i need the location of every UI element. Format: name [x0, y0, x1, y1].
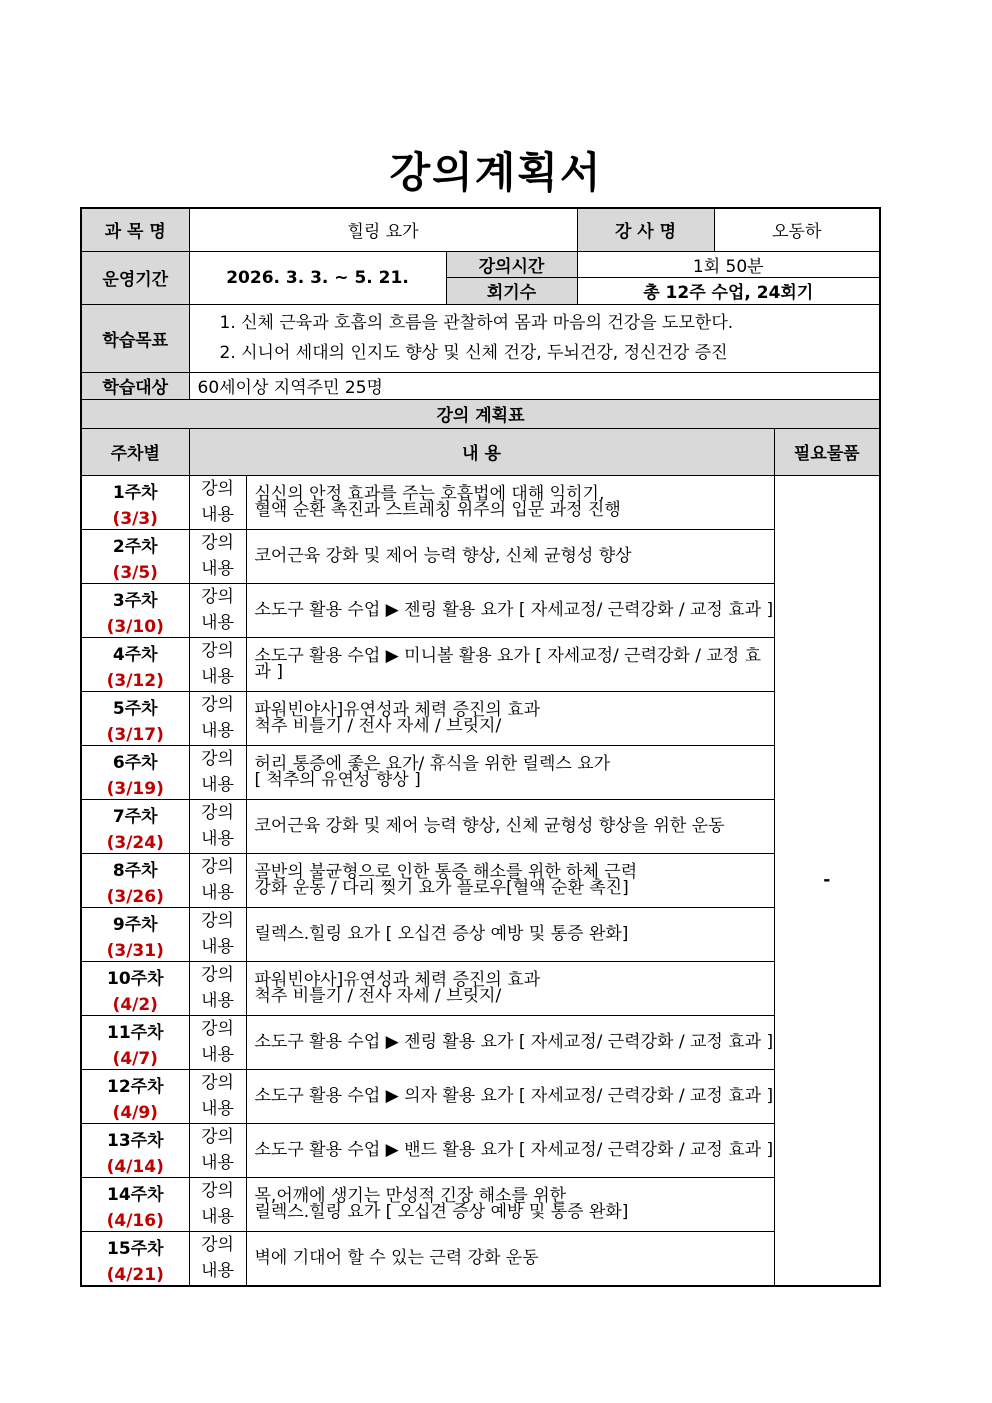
col-content-header: 내 용: [189, 428, 774, 475]
lecture-content: [246, 529, 774, 583]
lecture-content-line1: 소도구 활용 수업 ▶ 밴드 활용 요가 [ 자세교정/ 근력강화 / 교정 효과 ]: [254, 1140, 774, 1160]
lecture-content-line2: 척추 비틀기 / 전사 자세 / 브릿지/: [254, 716, 502, 736]
lecture-kind-cell: [189, 1069, 246, 1123]
week-row: [81, 475, 880, 529]
lecture-kind-cell: [189, 799, 246, 853]
lecture-plan-table: [80, 207, 881, 1287]
lecture-kind-line1: 강의: [201, 1234, 234, 1255]
time-label: 강의시간: [446, 251, 577, 277]
lecture-kind-line1: 강의: [201, 1180, 234, 1201]
lecture-kind-line1: 강의: [201, 586, 234, 607]
lecture-kind-line1: 강의: [201, 856, 234, 877]
week-cell: [81, 1231, 189, 1286]
instructor-value: 오동하: [714, 208, 880, 251]
lecture-kind-line2: 내용: [201, 1260, 234, 1281]
week-number: 6주차: [112, 752, 158, 773]
week-date: (4/16): [106, 1210, 164, 1231]
week-number: 14주차: [106, 1184, 164, 1205]
week-cell: [81, 1069, 189, 1123]
lecture-kind-line2: 내용: [201, 828, 234, 849]
lecture-kind-cell: [189, 1177, 246, 1231]
week-number: 3주차: [112, 590, 158, 611]
lecture-content: [246, 691, 774, 745]
week-cell: [81, 1015, 189, 1069]
row-period: [81, 251, 880, 277]
week-row: [81, 529, 880, 583]
week-date: (4/2): [112, 994, 158, 1015]
row-course: [81, 208, 880, 251]
lecture-content: [246, 637, 774, 691]
week-row: [81, 1015, 880, 1069]
lecture-content-line1: 허리 통증에 좋은 요가/ 휴식을 위한 릴렉스 요가: [254, 754, 611, 774]
lecture-content: [246, 799, 774, 853]
week-row: [81, 1231, 880, 1286]
lecture-kind-line2: 내용: [201, 1044, 234, 1065]
document-title: 강의계획서: [389, 148, 603, 197]
week-cell: [81, 691, 189, 745]
week-cell: [81, 475, 189, 529]
lecture-kind-line2: 내용: [201, 936, 234, 957]
period-value: 2026. 3. 3. ~ 5. 21.: [189, 251, 446, 304]
lecture-kind-cell: [189, 961, 246, 1015]
course-value: 힐링 요가: [189, 208, 577, 251]
week-number: 8주차: [112, 860, 158, 881]
lecture-content: [246, 1015, 774, 1069]
week-row: [81, 1069, 880, 1123]
lecture-content-line1: 코어근육 강화 및 제어 능력 향상, 신체 균형성 향상: [254, 546, 632, 566]
lecture-kind-cell: [189, 529, 246, 583]
lecture-kind-cell: [189, 907, 246, 961]
lecture-content-line1: 코어근육 강화 및 제어 능력 향상, 신체 균형성 향상을 위한 운동: [254, 816, 725, 836]
goal-item-2: 2. 시니어 세대의 인지도 향상 및 신체 건강, 두뇌건강, 정신건강 증진: [219, 343, 728, 363]
week-date: (3/10): [106, 616, 164, 637]
lecture-content-line1: 소도구 활용 수업 ▶ 젠링 활용 요가 [ 자세교정/ 근력강화 / 교정 효과 ]: [254, 600, 774, 620]
lecture-content-line1: 소도구 활용 수업 ▶ 젠링 활용 요가 [ 자세교정/ 근력강화 / 교정 효과 ]: [254, 1032, 774, 1052]
goal-item-1: 1. 신체 근육과 호흡의 흐름을 관찰하여 몸과 마음의 건강을 도모한다.: [219, 313, 734, 333]
week-date: (3/17): [106, 724, 164, 745]
week-row: [81, 1177, 880, 1231]
lecture-kind-line2: 내용: [201, 720, 234, 741]
row-plan-header: [81, 428, 880, 475]
time-value: 1회 50분: [577, 251, 880, 277]
lecture-kind-line1: 강의: [201, 478, 234, 499]
col-week-header: 주차별: [81, 428, 189, 475]
week-number: 10주차: [106, 968, 164, 989]
lecture-kind-line2: 내용: [201, 666, 234, 687]
lecture-content-line2: 혈액 순환 촉진과 스트레칭 위주의 입문 과정 진행: [254, 500, 621, 520]
sessions-label: 회기수: [446, 277, 577, 304]
lecture-kind-line2: 내용: [201, 990, 234, 1011]
week-row: [81, 745, 880, 799]
lecture-kind-cell: [189, 853, 246, 907]
lecture-kind-line2: 내용: [201, 1206, 234, 1227]
lecture-content: [246, 907, 774, 961]
lecture-kind-cell: [189, 475, 246, 529]
lecture-kind-line1: 강의: [201, 802, 234, 823]
week-row: [81, 691, 880, 745]
lecture-kind-line1: 강의: [201, 1018, 234, 1039]
lecture-content-line1: 목,어깨에 생기는 만성적 긴장 해소를 위한: [254, 1186, 567, 1206]
lecture-content-line1: 릴렉스.힐링 요가 [ 오십견 증상 예방 및 통증 완화]: [254, 924, 629, 944]
lecture-content-line1: 소도구 활용 수업 ▶ 미니볼 활용 요가 [ 자세교정/ 근력강화 / 교정 효: [254, 646, 762, 666]
week-date: (3/3): [112, 508, 158, 529]
lecture-content-line1: 골반의 불균형으로 인한 통증 해소를 위한 하체 근력: [254, 862, 638, 882]
lecture-content-line1: 소도구 활용 수업 ▶ 의자 활용 요가 [ 자세교정/ 근력강화 / 교정 효과 ]: [254, 1086, 774, 1106]
week-cell: [81, 799, 189, 853]
lecture-content: [246, 1069, 774, 1123]
lecture-content: [246, 745, 774, 799]
week-cell: [81, 907, 189, 961]
col-supplies-header: 필요물품: [774, 428, 880, 475]
week-date: (4/9): [112, 1102, 158, 1123]
goal-text: [189, 304, 880, 372]
lecture-kind-line2: 내용: [201, 504, 234, 525]
lecture-kind-line1: 강의: [201, 748, 234, 769]
week-number: 9주차: [112, 914, 158, 935]
lecture-content-line2: 강화 운동 / 다리 찢기 요가 플로우[혈액 순환 촉진]: [254, 878, 629, 898]
lecture-content-line1: 벽에 기대어 할 수 있는 근력 강화 운동: [254, 1248, 539, 1268]
week-cell: [81, 637, 189, 691]
week-cell: [81, 1177, 189, 1231]
lecture-kind-cell: [189, 691, 246, 745]
week-number: 4주차: [112, 644, 158, 665]
lecture-content: [246, 1123, 774, 1177]
week-date: (3/31): [106, 940, 164, 961]
week-number: 11주차: [106, 1022, 164, 1043]
instructor-label: 강 사 명: [577, 208, 714, 251]
week-date: (3/26): [106, 886, 164, 907]
lecture-kind-line2: 내용: [201, 882, 234, 903]
lecture-content: [246, 583, 774, 637]
lecture-kind-cell: [189, 1123, 246, 1177]
lecture-kind-cell: [189, 745, 246, 799]
lecture-kind-cell: [189, 1015, 246, 1069]
lecture-kind-line1: 강의: [201, 694, 234, 715]
week-number: 7주차: [112, 806, 158, 827]
week-date: (4/14): [106, 1156, 164, 1177]
course-label: 과 목 명: [81, 208, 189, 251]
row-target: [81, 372, 880, 399]
week-cell: [81, 961, 189, 1015]
row-plan-title: [81, 399, 880, 428]
week-number: 13주차: [106, 1130, 164, 1151]
week-number: 12주차: [106, 1076, 164, 1097]
lecture-kind-line1: 강의: [201, 964, 234, 985]
target-value: 60세이상 지역주민 25명: [189, 372, 880, 399]
week-date: (3/5): [112, 562, 158, 583]
week-date: (3/24): [106, 832, 164, 853]
week-row: [81, 1123, 880, 1177]
week-cell: [81, 853, 189, 907]
week-row: [81, 907, 880, 961]
lecture-kind-cell: [189, 1231, 246, 1286]
week-rows: [81, 475, 880, 1286]
lecture-content-line1: 파워빈야사]유연성과 체력 증진의 효과: [254, 700, 541, 720]
lecture-kind-line1: 강의: [201, 640, 234, 661]
goal-label: 학습목표: [81, 304, 189, 372]
week-row: [81, 583, 880, 637]
week-row: [81, 637, 880, 691]
lecture-kind-line1: 강의: [201, 910, 234, 931]
lecture-kind-line1: 강의: [201, 1072, 234, 1093]
lecture-content: [246, 1177, 774, 1231]
lecture-content-line2: 과 ]: [254, 662, 283, 682]
week-cell: [81, 583, 189, 637]
lecture-content-line2: 릴렉스.힐링 요가 [ 오십견 증상 예방 및 통증 완화]: [254, 1202, 629, 1222]
lecture-kind-line2: 내용: [201, 612, 234, 633]
lecture-kind-line1: 강의: [201, 1126, 234, 1147]
week-number: 2주차: [112, 536, 158, 557]
week-cell: [81, 529, 189, 583]
week-date: (3/19): [106, 778, 164, 799]
week-date: (3/12): [106, 670, 164, 691]
lecture-content-line1: 파워빈야사]유연성과 체력 증진의 효과: [254, 970, 541, 990]
week-number: 1주차: [112, 482, 158, 503]
lecture-kind-line2: 내용: [201, 1152, 234, 1173]
week-row: [81, 961, 880, 1015]
lecture-content-line1: 심신의 안정 효과를 주는 호흡법에 대해 익히기,: [254, 484, 605, 504]
lecture-content: [246, 1231, 774, 1286]
lecture-kind-line2: 내용: [201, 1098, 234, 1119]
week-date: (4/21): [106, 1264, 164, 1285]
lecture-content: [246, 961, 774, 1015]
row-goals: [81, 304, 880, 372]
lecture-content: [246, 853, 774, 907]
week-number: 5주차: [112, 698, 158, 719]
week-cell: [81, 745, 189, 799]
lecture-kind-line2: 내용: [201, 558, 234, 579]
supplies-value: -: [774, 475, 880, 1286]
period-label: 운영기간: [81, 251, 189, 304]
lecture-kind-cell: [189, 583, 246, 637]
sessions-value: 총 12주 수업, 24회기: [577, 277, 880, 304]
target-label: 학습대상: [81, 372, 189, 399]
week-cell: [81, 1123, 189, 1177]
week-row: [81, 799, 880, 853]
plan-title: 강의 계획표: [81, 399, 880, 428]
lecture-kind-line1: 강의: [201, 532, 234, 553]
week-date: (4/7): [112, 1048, 158, 1069]
lecture-content: [246, 475, 774, 529]
week-number: 15주차: [106, 1238, 164, 1259]
lecture-content-line2: 척추 비틀기 / 전사 자세 / 브릿지/: [254, 986, 502, 1006]
week-row: [81, 853, 880, 907]
lecture-kind-line2: 내용: [201, 774, 234, 795]
lecture-content-line2: [ 척추의 유연성 향상 ]: [254, 770, 421, 790]
lecture-kind-cell: [189, 637, 246, 691]
